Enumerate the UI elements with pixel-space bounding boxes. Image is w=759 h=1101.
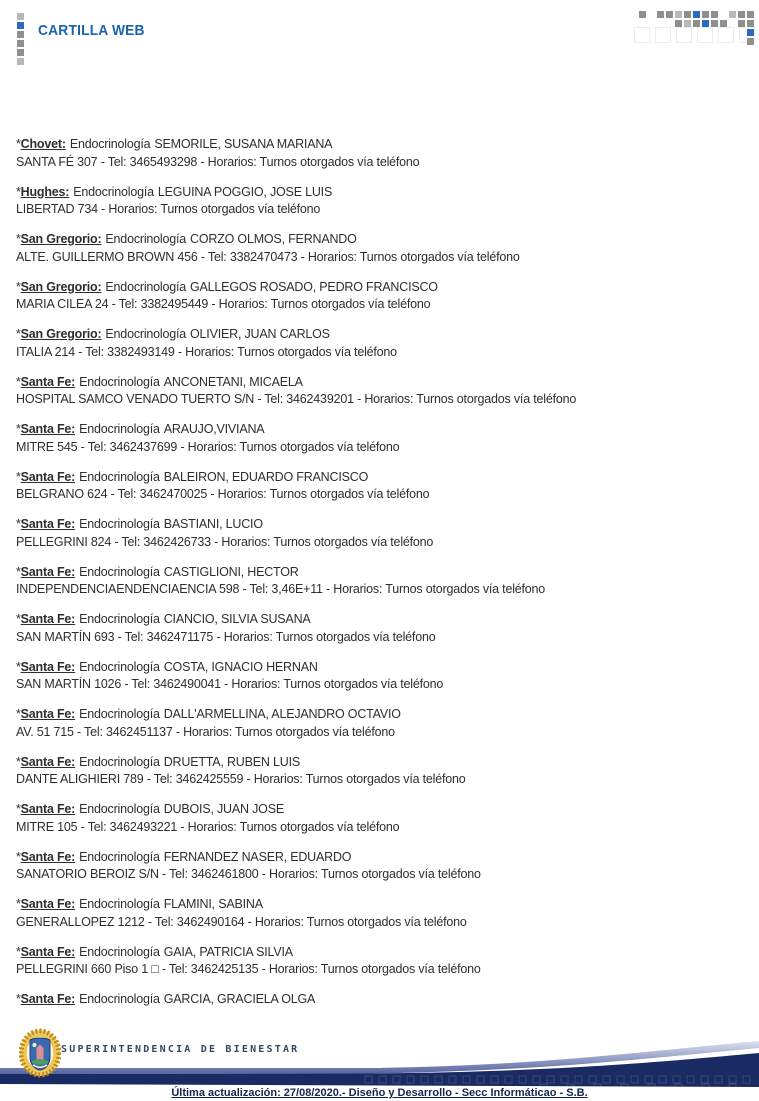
entry-city-label: Chovet: [20, 137, 66, 151]
provider-list [16, 136, 749, 1039]
entry-star: * [16, 659, 21, 674]
entry-specialty: Endocrinología [105, 232, 187, 246]
corner-pixel-mosaic-icon [639, 11, 754, 47]
entry-specialty: Endocrinología [79, 944, 160, 959]
entry-provider-name: DRUETTA, RUBEN LUIS [163, 754, 300, 769]
entry-provider-name: COSTA, IGNACIO HERNAN [163, 659, 318, 674]
entry-specialty: Endocrinología [79, 802, 160, 816]
entry-star: * [16, 184, 21, 199]
entry-specialty: Endocrinología [79, 469, 160, 484]
entry-provider-name: ARAUJO,VIVIANA [163, 422, 265, 436]
provider-entry [16, 611, 749, 646]
entry-header-line [16, 896, 749, 914]
entry-provider-name: CIANCIO, SILVIA SUSANA [163, 612, 311, 626]
entry-city-label: Santa Fe: [20, 469, 76, 484]
entry-header-line [16, 231, 749, 249]
entry-star: * [16, 279, 21, 294]
provider-entry [16, 421, 749, 456]
provider-entry [16, 754, 749, 789]
entry-city-label: Santa Fe: [20, 944, 76, 959]
entry-provider-name: CASTIGLIONI, HECTOR [163, 564, 299, 579]
entry-city-label: Santa Fe: [20, 802, 76, 816]
entry-provider-name: GAIA, PATRICIA SILVIA [163, 944, 293, 959]
entry-provider-name: BASTIANI, LUCIO [163, 517, 263, 531]
entry-header-line [16, 706, 749, 724]
provider-entry [16, 231, 749, 266]
entry-specialty: Endocrinología [79, 754, 160, 769]
entry-specialty: Endocrinología [73, 184, 154, 199]
entry-details: MARIA CILEA 24 - Tel: 3382495449 - Horarios: Turnos otorgados vía teléfono [16, 297, 431, 311]
entry-city-label: San Gregorio: [20, 279, 102, 294]
provider-entry [16, 706, 749, 741]
entry-header-line [16, 374, 749, 392]
entry-specialty: Endocrinología [79, 992, 160, 1006]
entry-header-line [16, 469, 749, 487]
entry-header-line [16, 136, 749, 154]
entry-star: * [16, 897, 21, 911]
provider-entry [16, 184, 749, 219]
entry-details: ITALIA 214 - Tel: 3382493149 - Horarios: Turnos otorgados vía teléfono [16, 344, 397, 359]
entry-city-label: San Gregorio: [20, 327, 102, 341]
entry-city-label: Santa Fe: [20, 992, 76, 1006]
entry-provider-name: GARCIA, GRACIELA OLGA [163, 992, 316, 1006]
provider-entry [16, 516, 749, 551]
entry-details: PELLEGRINI 824 - Tel: 3462426733 - Horarios: Turnos otorgados vía teléfono [16, 534, 434, 549]
entry-details: ALTE. GUILLERMO BROWN 456 - Tel: 3382470473 - Horarios: Turnos otorgados vía teléfono [16, 249, 520, 264]
provider-entry [16, 991, 749, 1026]
entry-star: * [16, 612, 21, 626]
brand-pixel-column-icon [17, 13, 24, 65]
entry-star: * [16, 707, 21, 721]
entry-header-line [16, 564, 749, 582]
org-name: SUPERINTENDENCIA DE BIENESTAR [61, 1044, 300, 1055]
entry-header-line [16, 326, 749, 344]
entry-details: SAN MARTÍN 693 - Tel: 3462471175 - Horarios: Turnos otorgados vía teléfono [16, 629, 436, 644]
entry-star: * [16, 327, 21, 341]
entry-provider-name: SEMORILE, SUSANA MARIANA [154, 137, 333, 151]
page-title: CARTILLA WEB [38, 22, 145, 39]
entry-star: * [16, 374, 21, 389]
entry-details: LIBERTAD 734 - Horarios: Turnos otorgados vía teléfono [16, 202, 321, 216]
provider-entry [16, 564, 749, 599]
last-update-line: Última actualización: 27/08/2020.- Diseño y Desarrollo - Secc Informáticao - S.B. [171, 1087, 588, 1099]
provider-entry [16, 944, 749, 979]
entry-specialty: Endocrinología [79, 564, 160, 579]
entry-specialty: Endocrinología [105, 279, 187, 294]
entry-star: * [16, 944, 21, 959]
entry-city-label: Santa Fe: [20, 422, 76, 436]
entry-details: MITRE 105 - Tel: 3462493221 - Horarios: Turnos otorgados vía teléfono [16, 819, 400, 834]
entry-star: * [16, 802, 21, 816]
entry-header-line [16, 421, 749, 439]
entry-city-label: Santa Fe: [20, 564, 76, 579]
entry-details: GENERALLOPEZ 1212 - Tel: 3462490164 - Horarios: Turnos otorgados vía teléfono [16, 914, 467, 929]
entry-city-label: Hughes: [20, 184, 70, 199]
entry-specialty: Endocrinología [69, 137, 151, 151]
entry-header-line [16, 516, 749, 534]
entry-details: PELLEGRINI 660 Piso 1 □ - Tel: 3462425135 - Horarios: Turnos otorgados vía teléfono [16, 962, 481, 976]
entry-provider-name: ANCONETANI, MICAELA [163, 374, 303, 389]
provider-entry [16, 279, 749, 314]
entry-star: * [16, 992, 21, 1006]
entry-details: BELGRANO 624 - Tel: 3462470025 - Horarios: Turnos otorgados vía teléfono [16, 487, 430, 501]
entry-city-label: Santa Fe: [20, 707, 76, 721]
entry-header-line [16, 611, 749, 629]
entry-header-line [16, 279, 749, 297]
entry-provider-name: OLIVIER, JUAN CARLOS [190, 327, 330, 341]
entry-provider-name: FERNANDEZ NASER, EDUARDO [163, 849, 352, 864]
entry-city-label: Santa Fe: [20, 517, 76, 531]
entry-details [16, 1009, 749, 1027]
provider-entry [16, 136, 749, 171]
entry-specialty: Endocrinología [79, 707, 160, 721]
entry-details: HOSPITAL SAMCO VENADO TUERTO S/N - Tel: 3462439201 - Horarios: Turnos otorgados vía teléfono [16, 392, 577, 406]
entry-details: DANTE ALIGHIERI 789 - Tel: 3462425559 - Horarios: Turnos otorgados vía teléfono [16, 772, 466, 786]
entry-specialty: Endocrinología [79, 612, 160, 626]
entry-star: * [16, 137, 21, 151]
entry-provider-name: DUBOIS, JUAN JOSE [163, 802, 284, 816]
entry-details: AV. 51 715 - Tel: 3462451137 - Horarios: Turnos otorgados vía teléfono [16, 724, 395, 739]
entry-details: SANTA FÉ 307 - Tel: 3465493298 - Horarios: Turnos otorgados vía teléfono [16, 154, 420, 169]
entry-specialty: Endocrinología [79, 422, 160, 436]
provider-entry [16, 326, 749, 361]
entry-provider-name: LEGUINA POGGIO, JOSE LUIS [157, 184, 333, 199]
entry-header-line [16, 754, 749, 772]
entry-header-line [16, 849, 749, 867]
entry-star: * [16, 517, 21, 531]
provider-entry [16, 374, 749, 409]
entry-header-line [16, 944, 749, 962]
entry-star: * [16, 232, 21, 246]
entry-details: MITRE 545 - Tel: 3462437699 - Horarios: Turnos otorgados vía teléfono [16, 439, 400, 454]
entry-specialty: Endocrinología [79, 517, 160, 531]
entry-star: * [16, 849, 21, 864]
superintendencia-badge-icon [19, 1028, 61, 1078]
entry-header-line [16, 801, 749, 819]
provider-entry [16, 659, 749, 694]
entry-city-label: Santa Fe: [20, 897, 76, 911]
entry-details: INDEPENDENCIAENDENCIAENCIA 598 - Tel: 3,46E+11 - Horarios: Turnos otorgados vía teléfono [16, 582, 546, 596]
entry-star: * [16, 422, 21, 436]
entry-details: SAN MARTÍN 1026 - Tel: 3462490041 - Horarios: Turnos otorgados vía teléfono [16, 677, 444, 691]
entry-header-line [16, 991, 749, 1009]
entry-header-line [16, 659, 749, 677]
entry-specialty: Endocrinología [79, 374, 160, 389]
entry-provider-name: FLAMINI, SABINA [163, 897, 263, 911]
provider-entry [16, 469, 749, 504]
entry-city-label: Santa Fe: [20, 659, 76, 674]
entry-provider-name: CORZO OLMOS, FERNANDO [190, 232, 357, 246]
entry-city-label: Santa Fe: [20, 374, 76, 389]
entry-city-label: Santa Fe: [20, 849, 76, 864]
entry-provider-name: DALL'ARMELLINA, ALEJANDRO OCTAVIO [163, 707, 401, 721]
entry-specialty: Endocrinología [79, 849, 160, 864]
entry-specialty: Endocrinología [79, 897, 160, 911]
provider-entry [16, 896, 749, 931]
entry-provider-name: GALLEGOS ROSADO, PEDRO FRANCISCO [190, 279, 438, 294]
entry-star: * [16, 469, 21, 484]
entry-specialty: Endocrinología [105, 327, 187, 341]
entry-star: * [16, 754, 21, 769]
entry-header-line [16, 184, 749, 202]
entry-star: * [16, 564, 21, 579]
provider-entry [16, 801, 749, 836]
entry-city-label: Santa Fe: [20, 612, 76, 626]
entry-details: SANATORIO BEROIZ S/N - Tel: 3462461800 - Horarios: Turnos otorgados vía teléfono [16, 867, 481, 881]
provider-entry [16, 849, 749, 884]
entry-provider-name: BALEIRON, EDUARDO FRANCISCO [163, 469, 369, 484]
entry-specialty: Endocrinología [79, 659, 160, 674]
entry-city-label: Santa Fe: [20, 754, 76, 769]
entry-city-label: San Gregorio: [20, 232, 102, 246]
